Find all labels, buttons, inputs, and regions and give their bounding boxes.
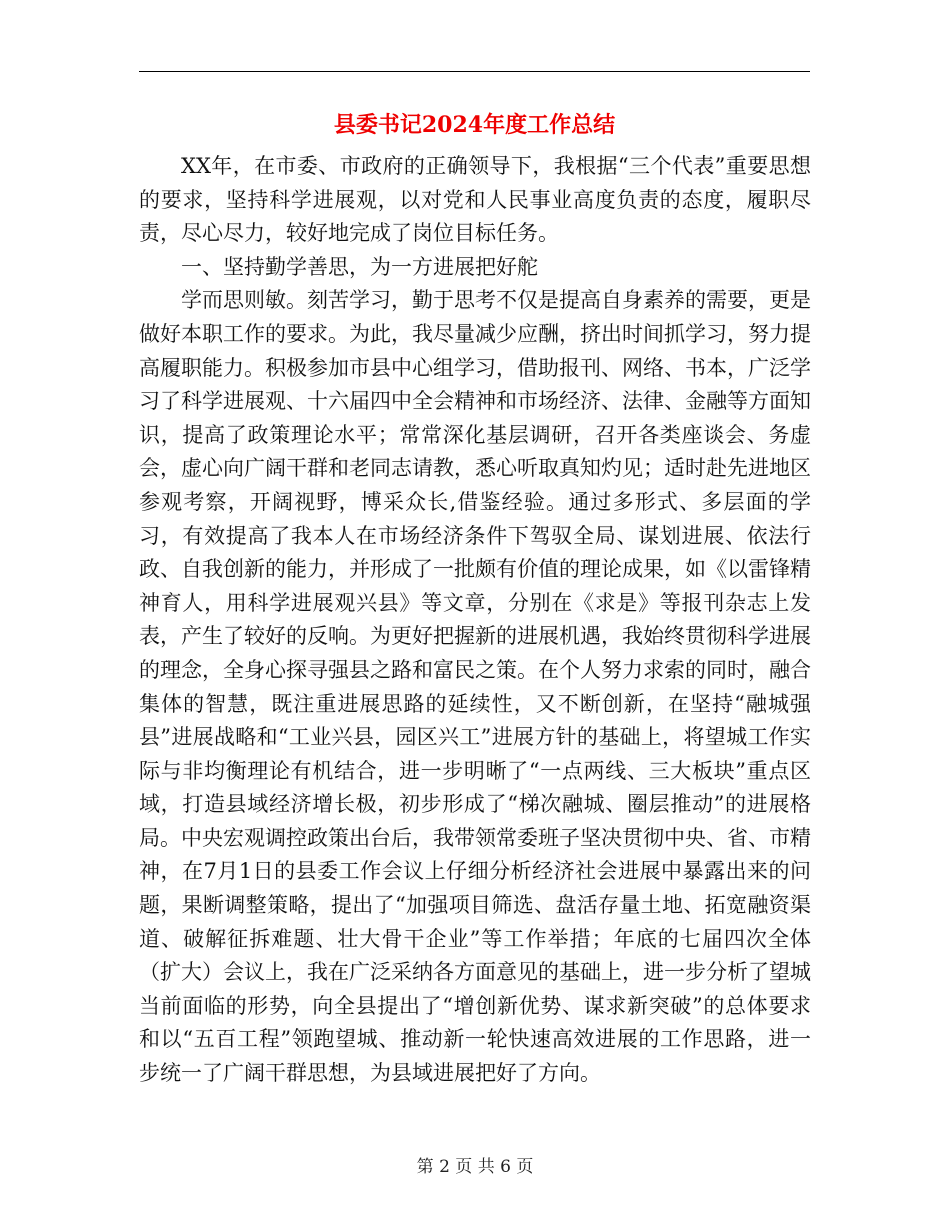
- document-body: [139, 150, 811, 1091]
- paragraph-intro: XX年，在市委、市政府的正确领导下，我根据“三个代表”重要思想的要求，坚持科学进展观，以对党和人民事业高度负责的态度，履职尽责，尽心尽力，较好地完成了岗位目标任务。: [139, 154, 811, 246]
- paragraph-body: 学而思则敏。刻苦学习，勤于思考不仅是提高自身素养的需要，更是做好本职工作的要求。为此，我尽量减少应酬，挤出时间抓学习，努力提高履职能力。积极参加市县中心组学习，借助报刊、网络、书本，广泛学习了科学进展观、十六届四中全会精神和市场经济、法律、金融等方面知识，提高了政策理论水平；常常深化基层调研，召开各类座谈会、务虚会，虚心向广阔干群和老同志请教，悉心听取真知灼见；适时赴先进地区参观考察，开阔视野，博采众长,借鉴经验。通过多形式、多层面的学习，有效提高了我本人在市场经济条件下驾驭全局、谋划进展、依法行政、自我创新的能力，并形成了一批颇有价值的理论成果，如《以雷锋精神育人，用科学进展观兴县》等文章，分别在《求是》等报刊杂志上发表，产生了较好的反响。为更好把握新的进展机遇，我始终贯彻科学进展的理念，全身心探寻强县之路和富民之策。在个人努力求索的同时，融合集体的智慧，既注重进展思路的延续性，又不断创新，在坚持“融城强县”进展战略和“工业兴县，园区兴工”进展方针的基础上，将望城工作实际与非均衡理论有机结合，进一步明晰了“一点两线、三大板块”重点区域，打造县域经济增长极，初步形成了“梯次融城、圈层推动”的进展格局。中央宏观调控政策出台后，我带领常委班子坚决贯彻中央、省、市精神，在7月1日的县委工作会议上仔细分析经济社会进展中暴露出来的问题，果断调整策略，提出了“加强项目筛选、盘活存量土地、拓宽融资渠道、破解征拆难题、壮大骨干企业”等工作举措；年底的七届四次全体（扩大）会议上，我在广泛采纳各方面意见的基础上，进一步分析了望城当前面临的形势，向全县提出了“增创新优势、谋求新突破”的总体要求和以“五百工程”领跑望城、推动新一轮快速高效进展的工作思路，进一步统一了广阔干群思想，为县域进展把好了方向。: [139, 288, 811, 1086]
- document-title: 县委书记2024年度工作总结: [333, 112, 616, 138]
- header-rule: [139, 71, 810, 72]
- section-heading: 一、坚持勤学善思，为一方进展把好舵: [181, 254, 538, 279]
- page-footer: 第 2 页 共 6 页: [416, 1157, 534, 1177]
